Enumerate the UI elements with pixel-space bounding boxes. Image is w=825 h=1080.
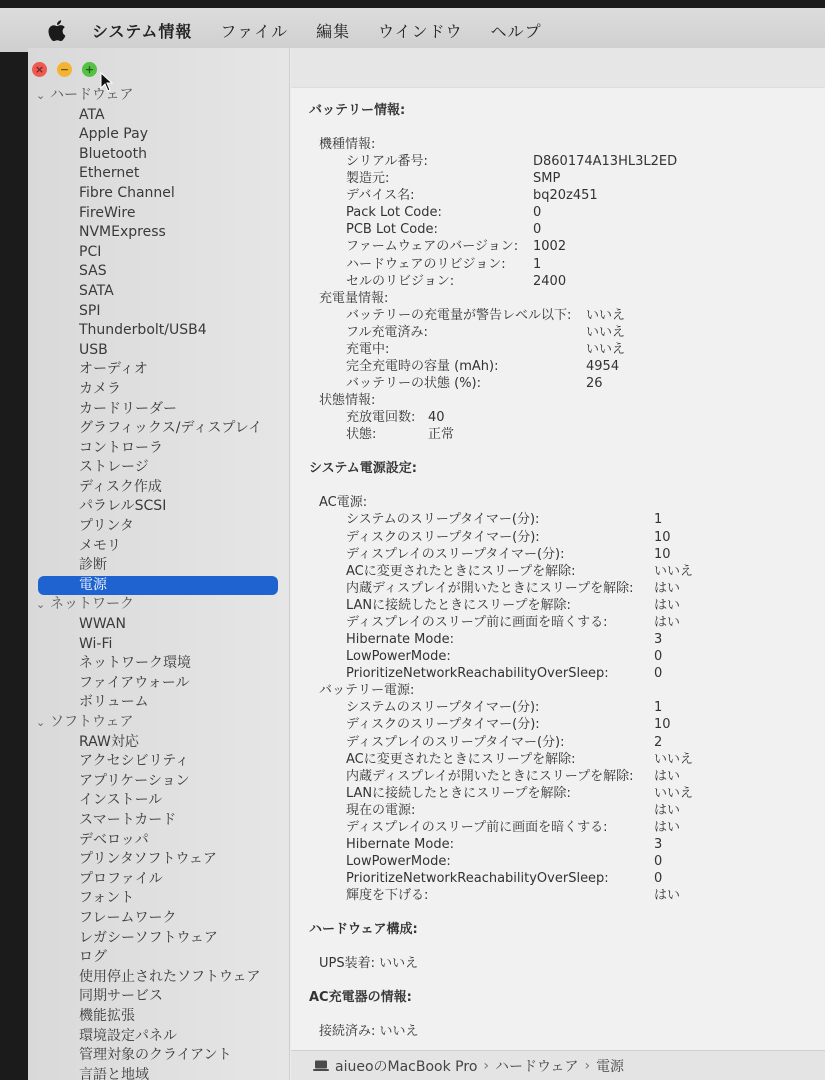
disclosure-chevron-icon[interactable]: ⌄ [36, 89, 46, 102]
sidebar-item[interactable]: オーディオ [79, 361, 148, 378]
detail-pane [291, 48, 825, 1080]
info-key: 内蔵ディスプレイが開いたときにスリープを解除: [346, 580, 634, 596]
info-value: 0 [654, 666, 663, 682]
sidebar-item[interactable]: Fibre Channel [79, 184, 175, 201]
info-key: システムのスリープタイマー(分): [346, 512, 540, 528]
info-row [309, 699, 819, 716]
info-key: デバイス名: [346, 188, 415, 204]
info-value: SMP [533, 171, 561, 187]
sidebar-item[interactable]: ネットワーク環境 [79, 655, 191, 672]
info-value: はい [654, 597, 681, 613]
info-key: ディスプレイのスリープ前に画面を暗くする: [346, 820, 608, 835]
sidebar-item[interactable]: NVMExpress [79, 224, 166, 241]
info-value: 0 [654, 871, 663, 887]
info-key: Hibernate Mode: [346, 837, 454, 853]
disclosure-chevron-icon[interactable]: ⌄ [36, 598, 46, 612]
sidebar-item[interactable]: メモリ [79, 537, 121, 554]
power-detail [309, 102, 819, 1040]
sidebar-group-label: ネットワーク [50, 596, 134, 613]
sidebar-item[interactable]: コントローラ [79, 439, 163, 456]
info-key: システムのスリープタイマー(分): [346, 700, 540, 716]
info-key: フル充電済み: [346, 324, 428, 340]
sidebar-item[interactable]: グラフィックス/ディスプレイ [79, 420, 263, 437]
info-row [309, 716, 819, 733]
info-key: 輝度を下げる: [346, 888, 429, 904]
info-key: 充放電回数: [346, 410, 416, 426]
info-key: セルのリビジョン: [346, 273, 455, 289]
info-row [309, 204, 819, 221]
info-row [309, 563, 819, 580]
info-key: 製造元: [346, 171, 390, 187]
sidebar-item[interactable]: PCI [79, 243, 102, 260]
menu-edit[interactable]: 編集 [316, 21, 351, 41]
info-row [309, 887, 819, 904]
info-row [309, 580, 819, 597]
info-row [309, 529, 819, 546]
info-key: ACに変更されたときにスリープを解除: [346, 563, 576, 579]
info-key: LowPowerMode: [346, 854, 451, 870]
close-icon[interactable]: × [32, 62, 47, 77]
info-value: いいえ [654, 785, 694, 801]
info-key: ファームウェアのバージョン: [346, 239, 519, 255]
sidebar-item[interactable]: ATA [79, 106, 105, 123]
path-separator: › [483, 1057, 489, 1074]
info-value: 2400 [533, 273, 567, 289]
info-value: 正常 [428, 427, 455, 443]
subsection-title: AC電源: [319, 495, 368, 511]
info-key: ディスプレイのスリープタイマー(分): [346, 546, 565, 562]
sidebar-group-label: ソフトウェア [50, 714, 134, 730]
sidebar-item[interactable]: 診断 [79, 557, 107, 574]
info-key: 現在の電源: [346, 802, 416, 818]
info-value: 3 [654, 837, 663, 853]
info-value: 1 [533, 256, 542, 272]
info-row [309, 170, 819, 187]
subsection-title: バッテリー電源: [319, 683, 415, 699]
sidebar-item[interactable]: ストレージ [79, 459, 149, 476]
info-key: 内蔵ディスプレイが開いたときにスリープを解除: [346, 768, 634, 784]
sidebar-item[interactable]: パラレルSCSI [79, 498, 167, 515]
info-value: いいえ [586, 307, 626, 323]
ups-status: UPS装着: いいえ [319, 956, 419, 972]
sidebar-item[interactable]: 機能拡張 [79, 1007, 135, 1024]
sidebar-item[interactable]: Thunderbolt/USB4 [79, 322, 207, 339]
sidebar-item[interactable]: Apple Pay [79, 126, 148, 143]
info-row [309, 153, 819, 170]
menu-system-info[interactable]: システム情報 [92, 21, 193, 41]
info-key: バッテリーの充電量が警告レベル以下: [346, 307, 572, 323]
info-value: いいえ [654, 751, 694, 767]
info-value: はい [654, 802, 681, 818]
sidebar-item[interactable]: スマートカード [79, 811, 177, 828]
info-row [309, 238, 819, 255]
path-computer[interactable]: aiueoのMacBook Pro [335, 1058, 478, 1075]
info-key: ディスプレイのスリープタイマー(分): [346, 734, 565, 750]
sidebar-item[interactable]: プリンタ [79, 518, 134, 535]
window-controls [32, 62, 97, 77]
info-key: LANに接続したときにスリープを解除: [346, 785, 571, 801]
charger-connected-status: 接続済み: いいえ [319, 1024, 419, 1040]
info-row [309, 511, 819, 528]
sidebar-item[interactable]: ボリューム [79, 694, 149, 711]
info-row [309, 853, 819, 870]
info-value: いいえ [654, 563, 694, 579]
info-value: はい [654, 614, 681, 630]
info-key: PrioritizeNetworkReachabilityOverSleep: [346, 871, 609, 887]
info-value: 0 [654, 649, 663, 665]
sidebar-item[interactable]: FireWire [79, 204, 136, 221]
info-value: いいえ [586, 324, 626, 340]
menu-window[interactable]: ウインドウ [378, 21, 463, 41]
info-key: 状態: [346, 427, 377, 443]
info-value: はい [654, 888, 681, 904]
info-row [309, 870, 819, 887]
sidebar-group-label: ハードウェア [50, 87, 134, 103]
info-row [309, 409, 819, 426]
system-information-window [28, 48, 825, 1080]
info-value: 0 [533, 205, 542, 221]
info-key: バッテリーの状態 (%): [346, 376, 482, 392]
sidebar-item[interactable]: USB [79, 341, 108, 358]
info-value: D860174A13HL3L2ED [533, 154, 678, 169]
sidebar-item[interactable]: ログ [79, 949, 107, 966]
info-key: ディスクのスリープタイマー(分): [346, 529, 540, 545]
info-key: 充電中: [346, 341, 390, 357]
sidebar-item[interactable]: Ethernet [79, 165, 140, 182]
sidebar-item[interactable]: カメラ [79, 380, 121, 397]
info-key: PrioritizeNetworkReachabilityOverSleep: [346, 666, 609, 682]
sidebar-group-network[interactable] [28, 595, 290, 615]
info-row [309, 819, 819, 836]
menu-file[interactable]: ファイル [220, 21, 289, 41]
subsection-title: 状態情報: [319, 393, 376, 409]
sidebar-group-software[interactable] [28, 713, 290, 733]
path-item[interactable]: 電源 [596, 1058, 625, 1075]
sidebar-item[interactable]: SPI [79, 302, 101, 319]
info-value: はい [654, 768, 681, 784]
subsection-title: 機種情報: [319, 137, 376, 152]
info-row [309, 341, 819, 358]
info-row [309, 665, 819, 682]
sidebar-item[interactable]: アクセシビリティ [79, 753, 190, 770]
sidebar-tree [28, 86, 290, 1080]
info-value: 0 [533, 222, 542, 238]
path-separator: › [584, 1057, 591, 1074]
sidebar-item[interactable]: レガシーソフトウェア [79, 929, 218, 946]
path-section[interactable]: ハードウェア [495, 1058, 579, 1075]
sidebar-item[interactable]: Bluetooth [79, 145, 147, 162]
info-key: PCB Lot Code: [346, 222, 438, 238]
sidebar-item[interactable]: フォント [79, 890, 135, 907]
sidebar-item[interactable]: 言語と地域 [79, 1066, 149, 1080]
sidebar-item[interactable]: SAS [79, 263, 107, 280]
sidebar-item[interactable]: プリンタソフトウェア [79, 851, 217, 868]
info-row [309, 256, 819, 273]
info-key: ディスクのスリープタイマー(分): [346, 717, 540, 733]
info-value: 3 [654, 632, 663, 648]
laptop-icon [313, 1060, 329, 1071]
menu-bar [0, 8, 825, 52]
sidebar-item[interactable]: 同期サービス [79, 988, 163, 1005]
sidebar-item[interactable]: 管理対象のクライアント [79, 1047, 232, 1064]
info-key: LowPowerMode: [346, 649, 451, 665]
disclosure-chevron-icon[interactable]: ⌄ [36, 716, 46, 729]
minimize-icon[interactable]: − [57, 62, 72, 77]
detail-toolbar [291, 48, 825, 88]
subsection-title: 充電量情報: [319, 290, 389, 306]
sidebar-item[interactable]: 電源 [38, 576, 278, 596]
sidebar-item[interactable]: ディスク作成 [79, 478, 162, 495]
info-row [309, 307, 819, 324]
info-value: 2 [654, 734, 663, 750]
info-row [309, 273, 819, 290]
info-key: Hibernate Mode: [346, 632, 454, 648]
info-row [309, 546, 819, 563]
info-value: いいえ [586, 341, 626, 357]
info-value: 26 [586, 376, 603, 392]
sidebar-item[interactable]: ファイアウォール [79, 674, 190, 691]
info-value: 1 [654, 700, 663, 716]
info-value: 10 [654, 529, 671, 545]
info-row [309, 631, 819, 648]
info-row [309, 375, 819, 392]
info-value: bq20z451 [533, 188, 598, 204]
zoom-icon[interactable]: + [82, 62, 97, 77]
info-row [309, 734, 819, 751]
sidebar-item[interactable]: 環境設定パネル [79, 1027, 177, 1044]
sidebar-item[interactable]: SATA [79, 282, 114, 299]
info-value: 1 [654, 512, 663, 528]
info-row [309, 614, 819, 631]
info-value: 10 [654, 717, 671, 733]
info-row [309, 785, 819, 802]
info-key: シリアル番号: [346, 154, 428, 169]
info-row [309, 221, 819, 238]
sidebar-item[interactable]: インストール [79, 792, 163, 809]
sidebar-item[interactable]: Wi-Fi [79, 635, 113, 652]
info-value: 0 [654, 854, 663, 870]
sidebar-item[interactable]: フレームワーク [79, 909, 177, 926]
section-title: バッテリー情報: [309, 103, 406, 118]
info-row [309, 802, 819, 819]
info-row [309, 426, 819, 443]
sidebar-item[interactable]: アプリケーション [79, 772, 190, 789]
apple-logo-icon[interactable] [44, 17, 70, 43]
info-row [309, 836, 819, 853]
info-row [309, 187, 819, 204]
info-row [309, 324, 819, 341]
menu-help[interactable]: ヘルプ [490, 21, 542, 41]
sidebar-item[interactable]: デベロッパ [79, 831, 149, 848]
info-key: ディスプレイのスリープ前に画面を暗くする: [346, 614, 608, 630]
info-value: 1002 [533, 239, 567, 255]
info-key: ハードウェアのリビジョン: [346, 256, 506, 272]
info-key: ACに変更されたときにスリープを解除: [346, 751, 576, 767]
info-row [309, 597, 819, 614]
sidebar [28, 48, 290, 1080]
info-key: Pack Lot Code: [346, 205, 442, 221]
path-bar [291, 1050, 825, 1080]
info-row [309, 358, 819, 375]
info-row [309, 768, 819, 785]
section-title: システム電源設定: [309, 461, 417, 477]
sidebar-group-hardware[interactable] [28, 86, 290, 106]
section-title: ハードウェア構成: [309, 922, 418, 938]
sidebar-item[interactable]: 使用停止されたソフトウェア [79, 968, 261, 985]
info-key: 完全充電時の容量 (mAh): [346, 359, 499, 375]
sidebar-item[interactable]: プロファイル [79, 870, 163, 887]
info-value: 40 [428, 410, 445, 426]
sidebar-item[interactable]: カードリーダー [79, 400, 177, 417]
info-value: 10 [654, 546, 671, 562]
info-row [309, 648, 819, 665]
section-title: AC充電器の情報: [309, 990, 412, 1006]
sidebar-item[interactable]: RAW対応 [79, 733, 139, 750]
info-value: はい [654, 820, 681, 835]
info-key: LANに接続したときにスリープを解除: [346, 597, 571, 613]
info-row [309, 751, 819, 768]
sidebar-item[interactable]: WWAN [79, 616, 126, 633]
info-value: はい [654, 580, 681, 596]
info-value: 4954 [586, 359, 620, 375]
